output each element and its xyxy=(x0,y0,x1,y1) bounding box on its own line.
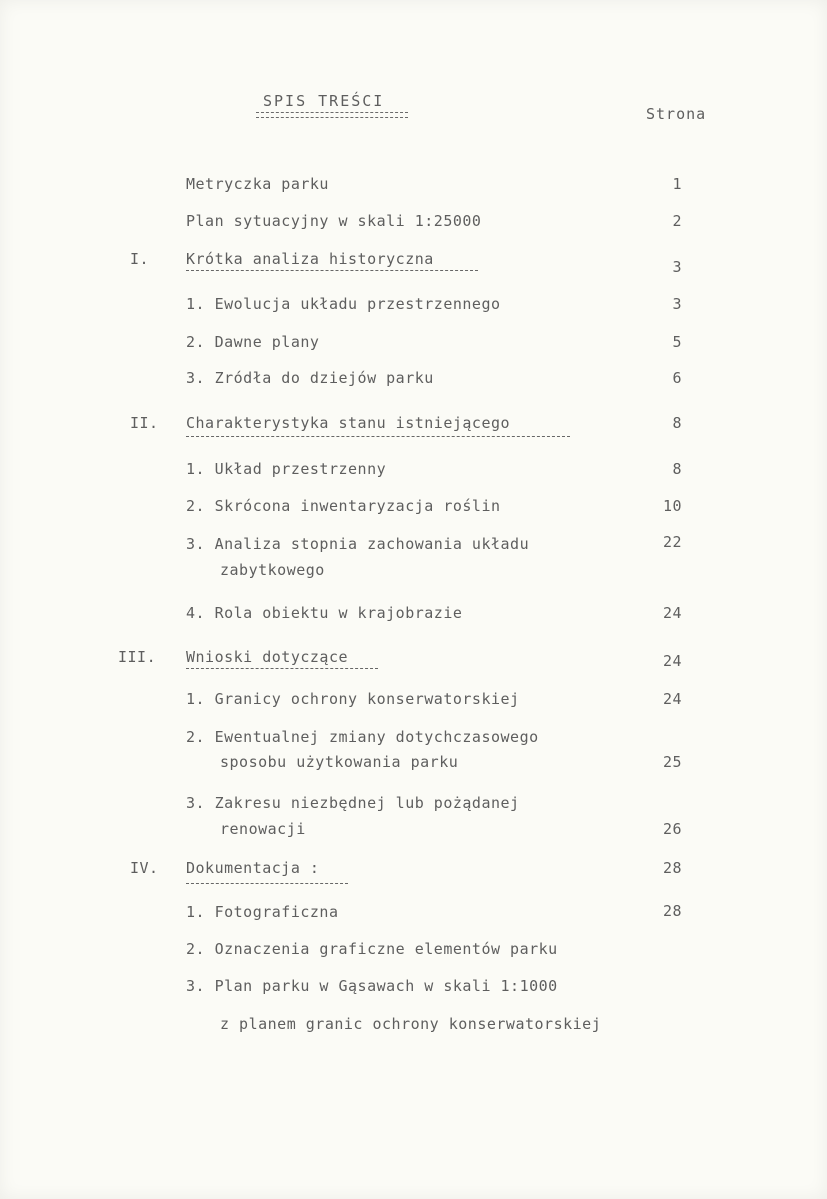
section-numeral-4: IV. xyxy=(130,859,159,877)
toc-page-4-1: 28 xyxy=(662,902,682,920)
document-title: SPIS TREŚCI xyxy=(263,92,385,110)
section-page-2: 8 xyxy=(672,414,682,432)
toc-entry-2-1: 1. Układ przestrzenny xyxy=(186,460,387,478)
toc-entry-2-3: 3. Analiza stopnia zachowania układu xyxy=(186,535,530,553)
toc-entry-3-3-cont: renowacji xyxy=(220,820,306,838)
toc-page-3-3: 26 xyxy=(662,820,682,838)
toc-entry-3-2: 2. Ewentualnej zmiany dotychczasowego xyxy=(186,728,539,746)
toc-page-metryczka: 1 xyxy=(672,175,682,193)
toc-entry-4-3-cont: z planem granic ochrony konserwatorskiej xyxy=(220,1015,602,1033)
section-title-2: Charakterystyka stanu istniejącego xyxy=(186,414,511,432)
section-title-4: Dokumentacja : xyxy=(186,859,320,877)
toc-entry-4-2: 2. Oznaczenia graficzne elementów parku xyxy=(186,940,558,958)
toc-page-1-1: 3 xyxy=(672,295,682,313)
toc-page-1-3: 6 xyxy=(672,369,682,387)
section-numeral-3: III. xyxy=(118,648,157,666)
section-underline-3 xyxy=(186,668,378,669)
title-double-underline xyxy=(256,112,408,118)
section-underline-1 xyxy=(186,270,478,271)
toc-page-3-2: 25 xyxy=(662,753,682,771)
toc-entry-1-1: 1. Ewolucja układu przestrzennego xyxy=(186,295,501,313)
section-numeral-1: I. xyxy=(130,250,150,268)
section-page-3: 24 xyxy=(662,652,682,670)
toc-page-2-1: 8 xyxy=(672,460,682,478)
toc-entry-4-1: 1. Fotograficzna xyxy=(186,903,339,921)
toc-entry-1-2: 2. Dawne plany xyxy=(186,333,320,351)
toc-page-3-1: 24 xyxy=(662,690,682,708)
toc-entry-2-4: 4. Rola obiektu w krajobrazie xyxy=(186,604,463,622)
section-numeral-2: II. xyxy=(130,414,159,432)
toc-page-1-2: 5 xyxy=(672,333,682,351)
toc-entry-3-3: 3. Zakresu niezbędnej lub pożądanej xyxy=(186,794,520,812)
toc-page-plan-sytuacyjny: 2 xyxy=(672,212,682,230)
toc-entry-2-3-cont: zabytkowego xyxy=(220,561,325,579)
section-title-1: Krótka analiza historyczna xyxy=(186,250,434,268)
toc-entry-2-2: 2. Skrócona inwentaryzacja roślin xyxy=(186,497,501,515)
section-page-4: 28 xyxy=(662,859,682,877)
page-column-header: Strona xyxy=(646,105,707,123)
toc-entry-plan-sytuacyjny: Plan sytuacyjny w skali 1:25000 xyxy=(186,212,482,230)
toc-entry-4-3: 3. Plan parku w Gąsawach w skali 1:1000 xyxy=(186,977,558,995)
section-title-3: Wnioski dotyczące xyxy=(186,648,349,666)
section-underline-2 xyxy=(186,436,570,437)
section-page-1: 3 xyxy=(672,258,682,276)
toc-page-2-2: 10 xyxy=(662,497,682,515)
toc-entry-metryczka: Metryczka parku xyxy=(186,175,329,193)
toc-entry-1-3: 3. Zródła do dziejów parku xyxy=(186,369,434,387)
toc-page-2-4: 24 xyxy=(662,604,682,622)
section-underline-4 xyxy=(186,883,348,884)
toc-entry-3-1: 1. Granicy ochrony konserwatorskiej xyxy=(186,690,520,708)
toc-page-2-3: 22 xyxy=(662,533,682,551)
toc-entry-3-2-cont: sposobu użytkowania parku xyxy=(220,753,459,771)
